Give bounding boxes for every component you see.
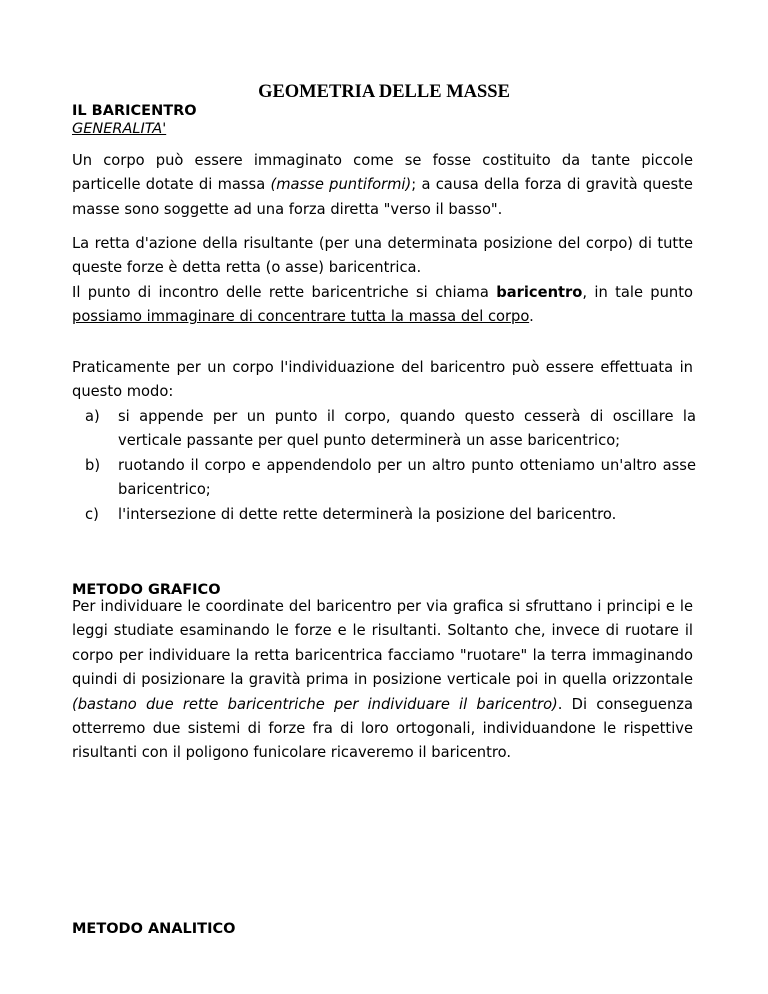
text-bold-baricentro: baricentro: [496, 284, 583, 301]
heading-il-baricentro: IL BARICENTRO: [72, 103, 197, 119]
text-run: . Di conseguenza otterremo due sistemi di forze fra di loro ortogonali, individuandone le rispettive risultanti con il poligono funicolare ricaveremo il baricentro.: [72, 695, 693, 762]
heading-metodo-grafico: METODO GRAFICO: [72, 582, 221, 598]
list-item-text: l'intersezione di dette rette determinerà la posizione del baricentro.: [118, 505, 617, 523]
list-item: [72, 405, 696, 454]
list-marker: b): [85, 456, 101, 474]
document-title: GEOMETRIA DELLE MASSE: [258, 82, 510, 102]
text-italic: (masse puntiformi): [270, 176, 412, 194]
list-marker: a): [85, 408, 100, 425]
paragraph-corpo-particelle: [72, 149, 693, 222]
text-italic: (bastano due rette baricentriche per individuare il baricentro): [72, 695, 558, 713]
text-run: Per individuare le coordinate del baricentro per via grafica si sfruttano i principi e le leggi studiate esaminando le forze e le risultanti. Soltanto che, invece di ruotare il corpo per individuare la retta baricentrica facciamo "ruotare" la terra immaginando quindi di posizionare la gravità prima in posizione verticale poi in quella orizzontale: [72, 598, 693, 689]
paragraph-baricentro-definizione: [72, 281, 693, 330]
paragraph-retta-azione: La retta d'azione della risultante (per una determinata posizione del corpo) di tutte queste forze è detta retta (o asse) baricentrica.: [72, 235, 693, 277]
list-item-text: si appende per un punto il corpo, quando questo cesserà di oscillare la verticale passante per quel punto determinerà un asse baricentrico;: [118, 408, 696, 450]
text-run: Il punto di incontro delle rette baricentriche si chiama: [72, 284, 497, 301]
paragraph-individuazione: Praticamente per un corpo l'individuazione del baricentro può essere effettuata in questo modo:: [72, 359, 693, 401]
subheading-generalita: GENERALITA': [72, 121, 167, 137]
text-run: ; a causa della forza di gravità queste masse sono soggette ad una forza diretta "verso il basso".: [72, 176, 693, 218]
steps-list: [72, 405, 696, 527]
list-item-text: ruotando il corpo e appendendolo per un altro punto otteniamo un'altro asse baricentrico;: [118, 456, 696, 499]
heading-metodo-analitico: METODO ANALITICO: [72, 921, 236, 937]
list-marker: c): [85, 505, 99, 523]
text-run: .: [529, 308, 534, 326]
paragraph-metodo-grafico: [72, 595, 693, 766]
text-run: , in tale punto: [582, 284, 693, 301]
text-underlined: possiamo immaginare di concentrare tutta la massa del corpo: [72, 308, 530, 326]
list-item: [72, 503, 696, 527]
list-item: [72, 454, 696, 503]
text-run: Un corpo può essere immaginato come se fosse costituito da tante piccole particelle dotate di massa: [72, 152, 693, 194]
